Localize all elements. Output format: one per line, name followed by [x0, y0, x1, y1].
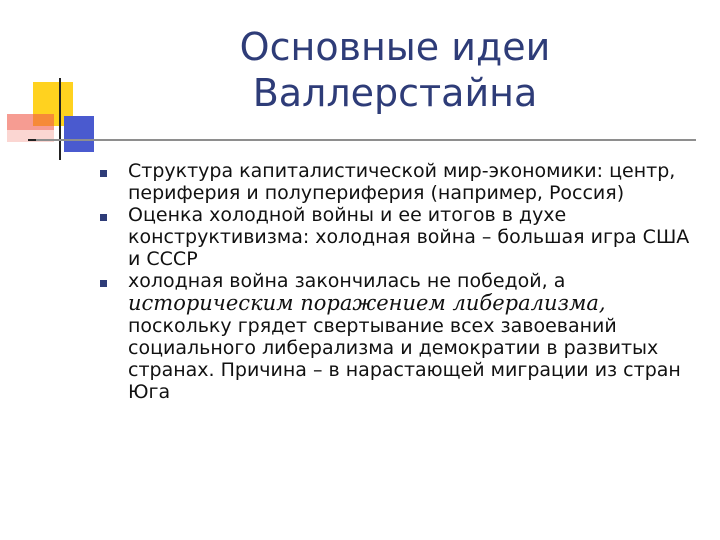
decoration-red-shape	[7, 114, 54, 130]
bullet-square-icon	[100, 214, 107, 221]
bullet-item-3	[96, 270, 696, 403]
bullet-text-emphasis: историческим поражением либерализма,	[128, 291, 606, 315]
decoration-blue-square	[64, 116, 94, 152]
bullet-text-after: поскольку грядет свертывание всех завоеваний социального либерализма и демократии в развитых странах. Причина – в нарастающей миграции из стран Юга	[128, 315, 681, 403]
corner-decoration	[0, 0, 110, 170]
bullet-square-icon	[100, 280, 107, 287]
bullet-list	[96, 160, 696, 403]
bullet-square-icon	[100, 170, 107, 177]
slide-title-line-2: Валлерстайна	[252, 71, 538, 115]
bullet-item-1	[96, 160, 696, 204]
title-divider	[36, 139, 696, 141]
bullet-text: Структура капиталистической мир-экономики: центр, периферия и полупериферия (например, Россия)	[128, 160, 676, 204]
slide-title	[160, 24, 630, 116]
bullet-text: Оценка холодной войны и ее итогов в духе конструктивизма: холодная война – большая игра США и СССР	[128, 204, 690, 270]
bullet-item-2	[96, 204, 696, 270]
bullet-text-before: холодная война закончилась не победой, а	[128, 270, 566, 292]
decoration-vertical-line	[59, 78, 61, 160]
slide-title-line-1: Основные идеи	[239, 25, 551, 69]
